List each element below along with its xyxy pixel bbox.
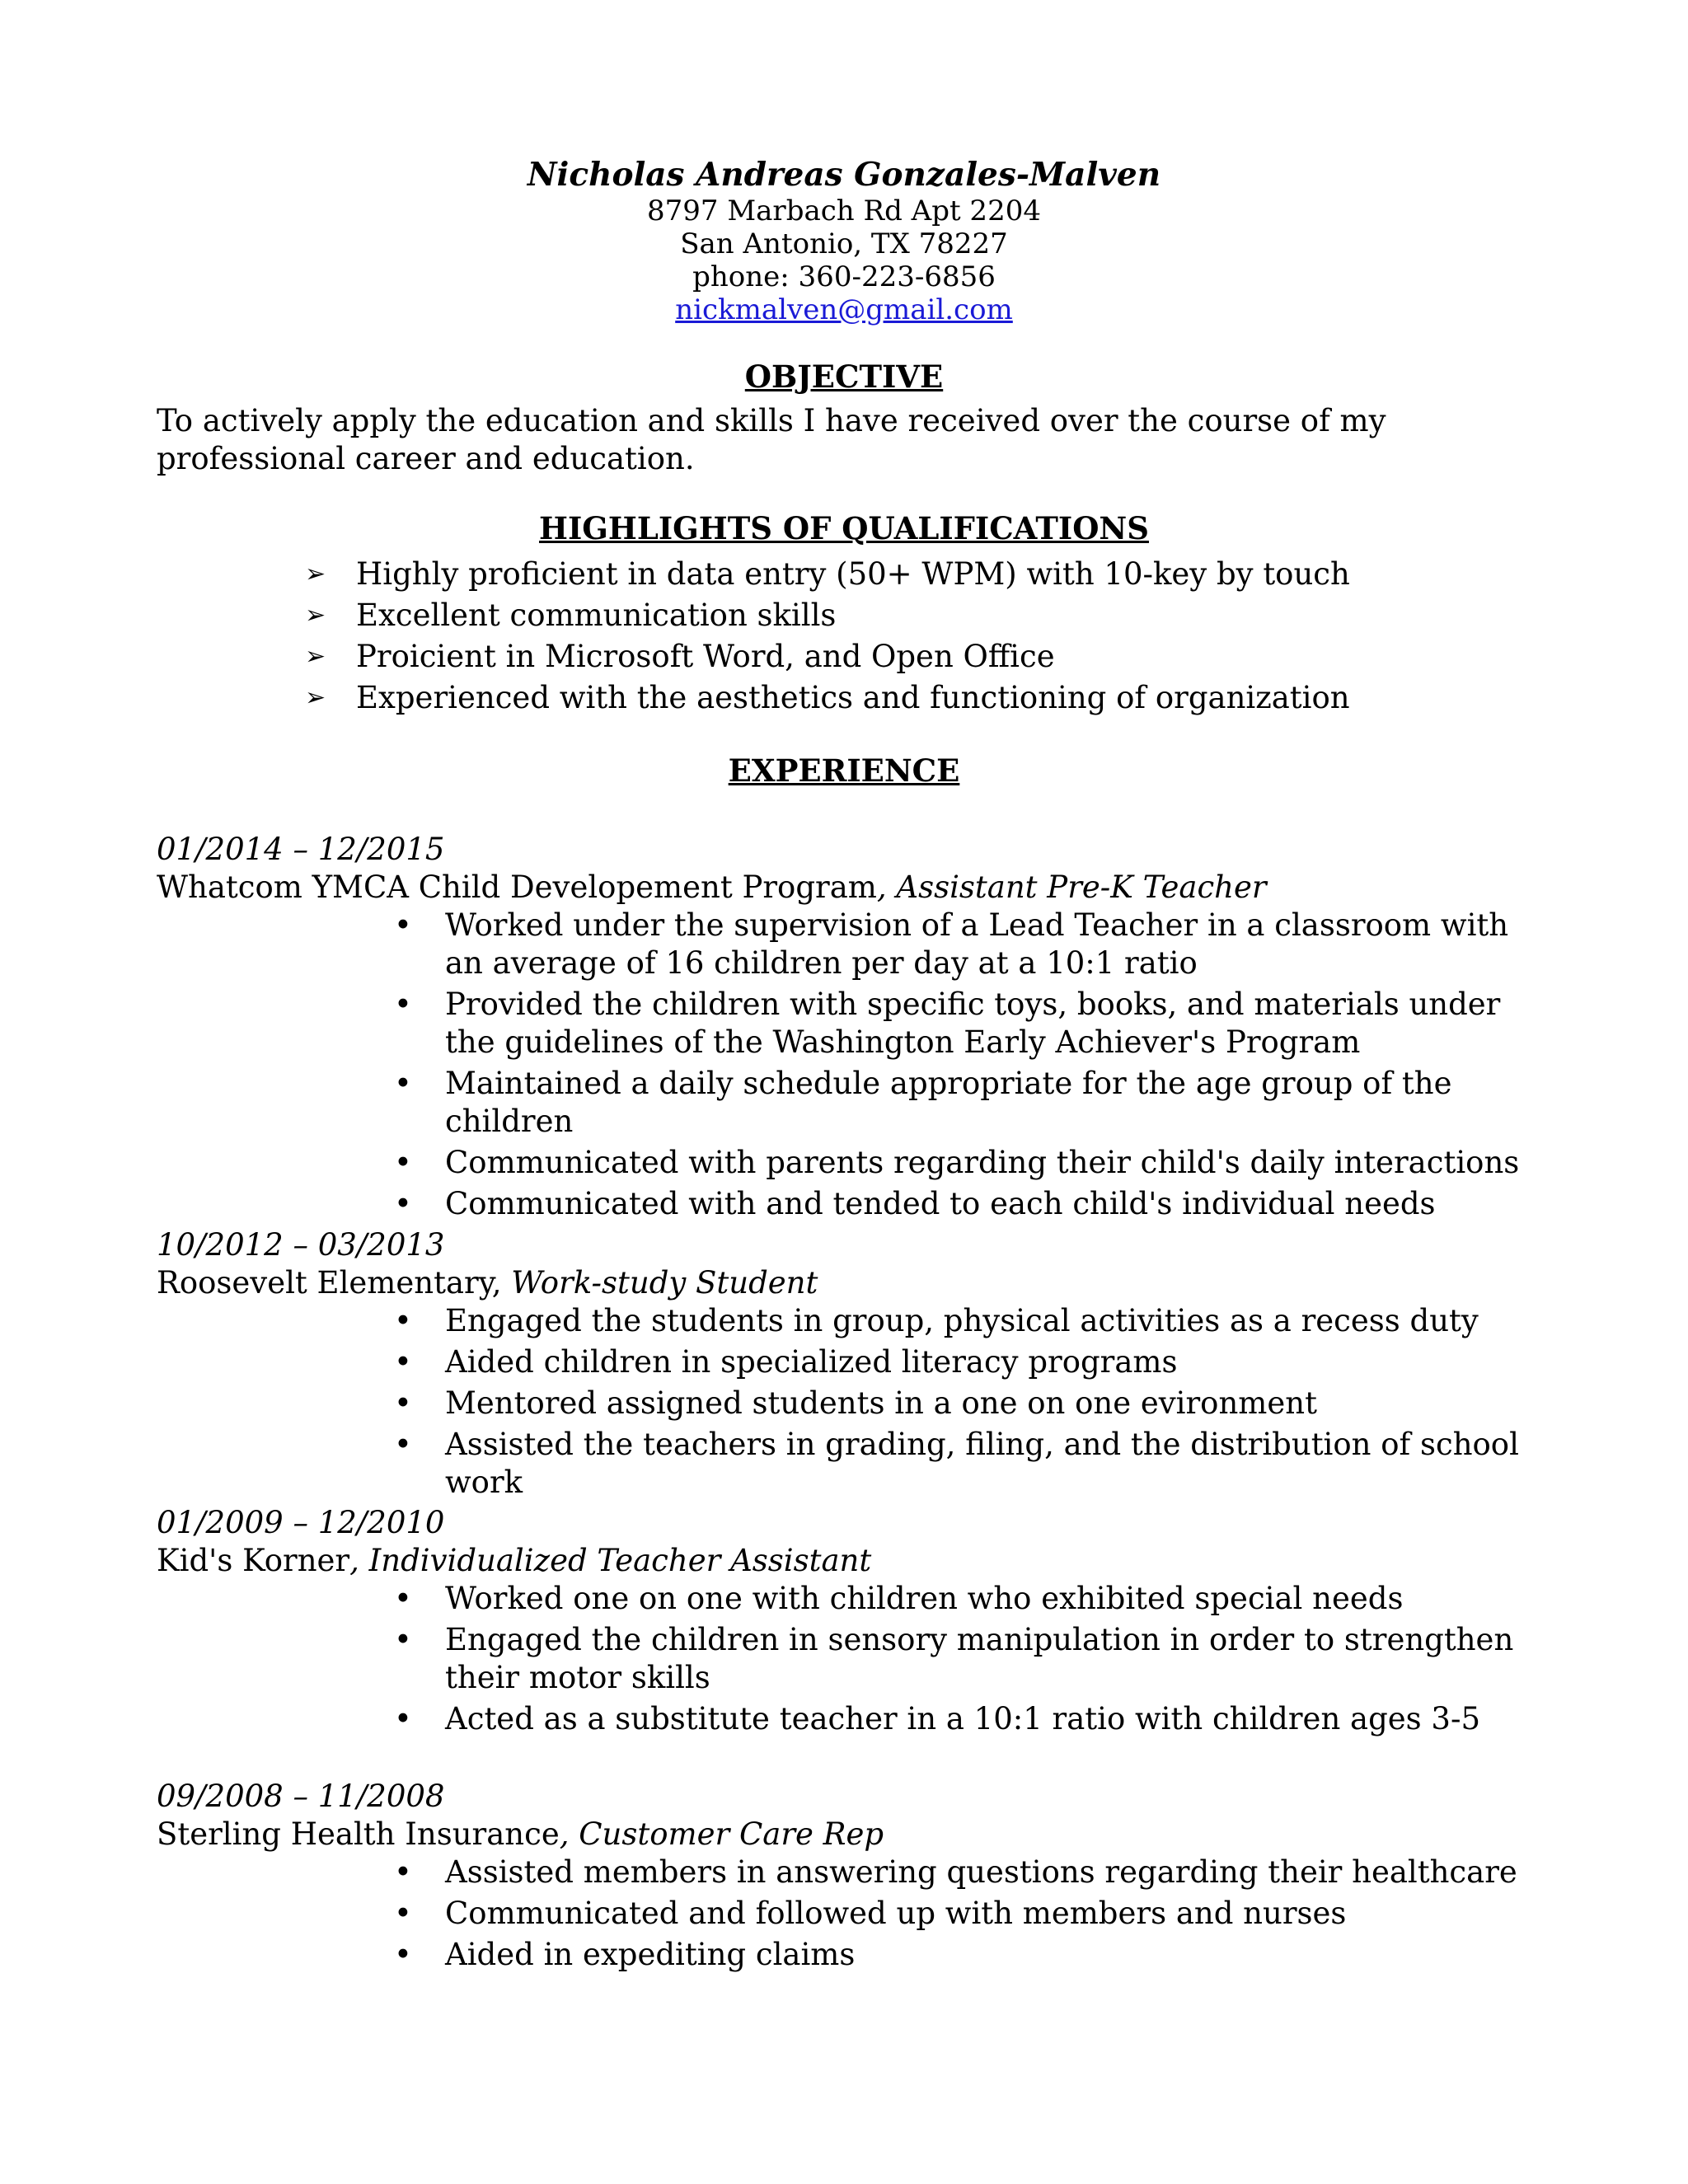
job-employer: Whatcom YMCA Child Developement Program <box>157 869 877 905</box>
bullet-icon: • <box>394 1896 412 1931</box>
job-role: Assistant Pre-K Teacher <box>896 869 1267 905</box>
duty-text: Assisted members in answering questions regarding their healthcare <box>445 1854 1517 1890</box>
duty-text: Communicated with and tended to each child's individual needs <box>445 1186 1436 1221</box>
bullet-icon: • <box>394 1186 412 1221</box>
duties-list <box>394 1580 1531 1738</box>
job-title-line <box>157 1816 1558 1854</box>
job-entry <box>157 1226 1558 1505</box>
bullet-icon: • <box>394 1622 412 1657</box>
duty-item <box>394 907 1531 982</box>
address-line-1: 8797 Marbach Rd Apt 2204 <box>647 194 1041 227</box>
duty-text: Worked one on one with children who exhibited special needs <box>445 1581 1404 1616</box>
duty-item <box>394 986 1531 1062</box>
job-dates: 01/2014 – 12/2015 <box>157 832 445 867</box>
duty-item <box>394 1302 1531 1340</box>
job-entry <box>157 1778 1558 1977</box>
highlight-item <box>305 677 1541 719</box>
job-separator: , <box>559 1816 579 1852</box>
job-entry <box>157 831 1558 1226</box>
resume-header <box>0 155 1688 326</box>
job-title-line <box>157 1264 1558 1302</box>
duty-item <box>394 1144 1531 1182</box>
job-role: Customer Care Rep <box>579 1816 884 1852</box>
job-employer: Roosevelt Elementary <box>157 1265 492 1301</box>
duty-text: Engaged the children in sensory manipulation in order to strengthen their motor skills <box>445 1622 1514 1695</box>
duties-list <box>394 1854 1531 1974</box>
experience-heading: EXPERIENCE <box>728 752 960 789</box>
bullet-icon: • <box>394 1427 412 1462</box>
bullet-icon: • <box>394 1385 412 1421</box>
duty-item <box>394 1621 1531 1697</box>
arrow-bullet-icon: ➢ <box>305 642 326 671</box>
arrow-bullet-icon: ➢ <box>305 601 326 630</box>
bullet-icon: • <box>394 1937 412 1972</box>
highlight-text: Proicient in Microsoft Word, and Open Office <box>356 639 1055 674</box>
job-dates: 09/2008 – 11/2008 <box>157 1779 445 1814</box>
duty-text: Communicated with parents regarding their child's daily interactions <box>445 1145 1520 1180</box>
job-role: Work-study Student <box>511 1265 818 1301</box>
arrow-bullet-icon: ➢ <box>305 683 326 712</box>
duty-item <box>394 1065 1531 1141</box>
job-employer: Sterling Health Insurance <box>157 1816 560 1852</box>
duty-text: Engaged the students in group, physical activities as a recess duty <box>445 1303 1479 1338</box>
duty-text: Assisted the teachers in grading, filing, and the distribution of school work <box>445 1427 1519 1500</box>
job-separator: , <box>876 869 897 905</box>
highlights-list <box>305 554 1541 719</box>
job-title-line <box>157 1542 1558 1580</box>
job-separator: , <box>349 1543 369 1578</box>
duty-text: Mentored assigned students in a one on one evironment <box>445 1385 1317 1421</box>
job-entry <box>157 1504 1558 1741</box>
job-role: Individualized Teacher Assistant <box>368 1543 872 1578</box>
duty-item <box>394 1700 1531 1738</box>
duty-text: Communicated and followed up with members and nurses <box>445 1896 1347 1931</box>
highlights-heading: HIGHLIGHTS OF QUALIFICATIONS <box>539 510 1149 546</box>
highlight-item <box>305 636 1541 677</box>
job-dates: 10/2012 – 03/2013 <box>157 1227 445 1263</box>
bullet-icon: • <box>394 1303 412 1338</box>
email-link[interactable]: nickmalven@gmail.com <box>675 293 1013 326</box>
duty-item <box>394 1895 1531 1933</box>
bullet-icon: • <box>394 1854 412 1890</box>
bullet-icon: • <box>394 1581 412 1616</box>
duty-text: Acted as a substitute teacher in a 10:1 ratio with children ages 3-5 <box>445 1701 1481 1736</box>
highlight-text: Experienced with the aesthetics and functioning of organization <box>356 680 1350 715</box>
duty-item <box>394 1580 1531 1618</box>
bullet-icon: • <box>394 907 412 943</box>
bullet-icon: • <box>394 1145 412 1180</box>
duty-item <box>394 1185 1531 1223</box>
applicant-name: Nicholas Andreas Gonzales-Malven <box>527 156 1161 194</box>
duty-text: Maintained a daily schedule appropriate for the age group of the children <box>445 1066 1452 1139</box>
duty-text: Aided children in specialized literacy programs <box>445 1344 1178 1380</box>
bullet-icon: • <box>394 1344 412 1380</box>
highlight-text: Excellent communication skills <box>356 598 837 633</box>
highlight-item <box>305 554 1541 595</box>
bullet-icon: • <box>394 1701 412 1736</box>
duty-item <box>394 1385 1531 1422</box>
duty-text: Aided in expediting claims <box>445 1937 856 1972</box>
job-employer: Kid's Korner <box>157 1543 350 1578</box>
phone-number: phone: 360-223-6856 <box>692 260 996 293</box>
objective-heading: OBJECTIVE <box>744 359 944 395</box>
arrow-bullet-icon: ➢ <box>305 560 326 588</box>
duty-text: Provided the children with specific toys, books, and materials under the guidelines of the Washington Early Achiever's Program <box>445 987 1501 1060</box>
job-separator: , <box>491 1265 512 1301</box>
duties-list <box>394 1302 1531 1502</box>
highlight-item <box>305 595 1541 636</box>
duty-text: Worked under the supervision of a Lead Teacher in a classroom with an average of 16 children per day at a 10:1 ratio <box>445 907 1509 981</box>
job-title-line <box>157 869 1558 907</box>
duty-item <box>394 1854 1531 1891</box>
duties-list <box>394 907 1531 1223</box>
duty-item <box>394 1343 1531 1381</box>
bullet-icon: • <box>394 1066 412 1101</box>
highlight-text: Highly proficient in data entry (50+ WPM) with 10-key by touch <box>356 556 1350 592</box>
bullet-icon: • <box>394 987 412 1022</box>
job-dates: 01/2009 – 12/2010 <box>157 1505 445 1540</box>
duty-item <box>394 1936 1531 1974</box>
duty-item <box>394 1426 1531 1502</box>
objective-text: To actively apply the education and skills I have received over the course of my professional career and education. <box>157 403 1386 476</box>
address-line-2: San Antonio, TX 78227 <box>680 227 1008 260</box>
